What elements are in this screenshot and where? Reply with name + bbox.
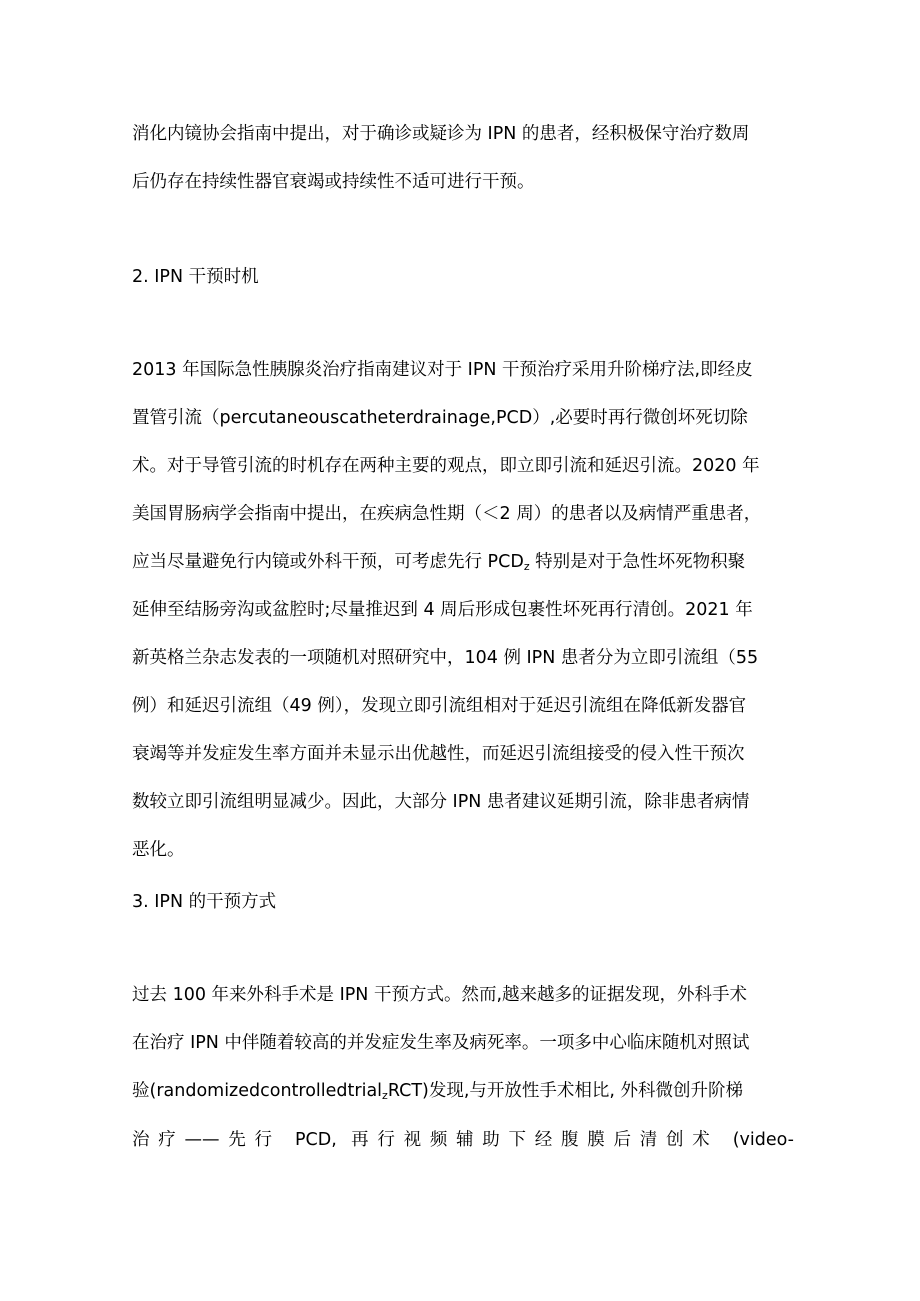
paragraph-2-line-5 — [132, 549, 745, 580]
paragraph-2-line-6: 延伸至结肠旁沟或盆腔时;尽量推迟到 4 周后形成包裹性坏死再行清创。2021 年 — [132, 600, 753, 620]
paragraph-3-line-1: 过去 100 年来外科手术是 IPN 干预方式。然而,越来越多的证据发现，外科手术 — [132, 985, 748, 1005]
paragraph-3-line-3-pre: 验(randomizedcontrolledtrial — [132, 1081, 383, 1101]
paragraph-2-line-10: 数较立即引流组明显减少。因此，大部分 IPN 患者建议延期引流，除非患者病情 — [132, 792, 750, 812]
paragraph-2-line-4: 美国胃肠病学会指南中提出，在疾病急性期（＜2 周）的患者以及病情严重患者， — [132, 504, 762, 524]
paragraph-2-line-8: 例）和延迟引流组（49 例），发现立即引流组相对于延迟引流组在降低新发器官 — [132, 696, 747, 716]
paragraph-2-line-3: 术。对于导管引流的时机存在两种主要的观点，即立即引流和延迟引流。2020 年 — [132, 456, 760, 476]
paragraph-2-line-7: 新英格兰杂志发表的一项随机对照研究中，104 例 IPN 患者分为立即引流组（55 — [132, 648, 759, 668]
paragraph-3-line-3-subscript: z — [382, 1089, 388, 1102]
paragraph-2-line-5-pre: 应当尽量避免行内镜或外科干预，可考虑先行 PCD — [132, 552, 524, 572]
paragraph-2-line-5-subscript: z — [523, 560, 530, 573]
paragraph-1-line-1: 消化内镜协会指南中提出，对于确诊或疑诊为 IPN 的患者，经积极保守治疗数周 — [132, 124, 750, 144]
paragraph-3-line-2: 在治疗 IPN 中伴随着较高的并发症发生率及病死率。一项多中心临床随机对照试 — [132, 1033, 750, 1053]
section-heading-2: 2. IPN 干预时机 — [132, 267, 259, 287]
paragraph-2-line-2: 置管引流（percutaneouscatheterdrainage,PCD）,必要时再行微创坏死切除 — [132, 408, 748, 428]
paragraph-2-line-11: 恶化。 — [132, 840, 185, 860]
paragraph-3-line-4: 治疗——先行 PCD, 再行视频辅助下经腹膜后清创术 (video- — [132, 1130, 794, 1150]
paragraph-2-line-5-post: 特别是对于急性坏死物积聚 — [529, 552, 746, 572]
paragraph-1-line-2: 后仍存在持续性器官衰竭或持续性不适可进行干预。 — [132, 172, 535, 192]
paragraph-3-line-3 — [132, 1078, 743, 1109]
paragraph-2-line-1: 2013 年国际急性胰腺炎治疗指南建议对于 IPN 干预治疗采用升阶梯疗法,即经皮 — [132, 360, 753, 380]
paragraph-3-line-3-post: RCT)发现,与开放性手术相比, 外科微创升阶梯 — [387, 1081, 744, 1101]
paragraph-2-line-9: 衰竭等并发症发生率方面并未显示出优越性，而延迟引流组接受的侵入性干预次 — [132, 744, 745, 764]
section-heading-3: 3. IPN 的干预方式 — [132, 892, 277, 912]
